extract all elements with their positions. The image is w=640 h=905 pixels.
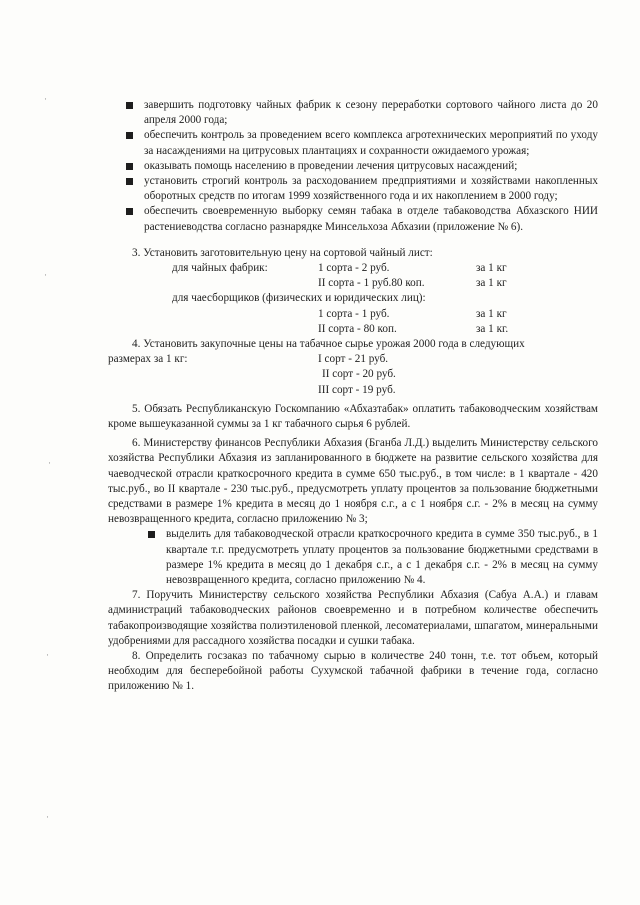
bullet-square-icon [126,208,133,215]
bullet-item: установить строгий контроль за расходованием предприятиями и хозяйствами накопленных оборотных средств по итогам 1999 хозяйственного года и их накоплением в 2000 году; [122,174,598,204]
item5-paragraph: 5. Обязать Республиканскую Госкомпанию «Абхазтабак» оплатить табаководческим хозяйствам кроме вышеуказанной суммы за 1 кг табачного сырья 6 рублей. [108,402,598,430]
margin-mark: · [44,270,47,280]
item4-grade: III сорт - 19 руб. [318,383,396,396]
item3-heading: 3. Установить заготовительную цену на сортовой чайный лист: [132,246,433,259]
bullet-square-icon [126,163,133,170]
bullet-square-icon [126,178,133,185]
item8-paragraph: 8. Определить госзаказ по табачному сырью в количестве 240 тонн, т.е. тот объем, который необходим для бесперебойной работы Сухумской табачной фабрики в течение года, согласно приложению № 1. [108,649,598,693]
bullet-square-icon [148,531,155,538]
item4-line: размерах за 1 кг: I сорт - 21 руб. [108,353,389,366]
item4-line: 4. Установить закупочные цены на табачное сырье урожая 2000 года в следующих [132,337,525,350]
pickers-row: 1 сорта - 1 руб. за 1 кг [318,307,507,320]
bullet-item: выделить для табаководческой отрасли краткосрочного кредита в сумме 350 тыс.руб., в 1 квартале т.г. предусмотреть уплату процентов за пользование бюджетными средствами в размере 1% кредита в месяц до 1 декабря с.г., а с 1 декабря с.г. - 2% в месяц на сумму невозвращенного кредита, согласно приложению № 4. [144,527,598,588]
margin-mark: · [46,812,49,822]
item4-grade: II сорт - 20 руб. [322,368,396,381]
margin-mark: · [48,458,51,468]
bullet-square-icon [126,102,133,109]
item6-paragraph: 6. Министерству финансов Республики Абхазия (Бганба Л.Д.) выделить Министерству сельского хозяйства Республики Абхазия из запланированного в бюджете на развитие сельского хозяйства для чаеводческой отрасли краткосрочного кредита в сумме 650 тыс.руб., в том числе: в 1 квартале - 420 тыс.руб., во II квартале - 230 тыс.руб., предусмотреть уплату процентов за пользование бюджетными средствами в размере 1% кредита в месяц до 1 ноября с.г., а с 1 ноября с.г. - 2% в месяц на сумму невозвращенного кредита, согласно приложению № 3; [108,437,598,526]
tea-factories-row: II сорта - 1 руб.80 коп. за 1 кг [318,277,507,290]
pickers-row: II сорта - 80 коп. за 1 кг. [318,322,509,335]
margin-mark: · [46,650,49,660]
bullet-item: обеспечить своевременную выборку семян табака в отделе табаководства Абхазского НИИ растениеводства согласно разнарядке Минсельхоза Абхазии (приложение № 6). [122,204,598,234]
item7-paragraph: 7. Поручить Министерству сельского хозяйства Республики Абхазия (Сабуа А.А.) и главам администраций табаководческих районов своевременно и в потребном количестве обеспечить табакопроизводящие хозяйства полиэтиленовой пленкой, лесоматериалами, шпагатом, минеральными удобрениями для рассадного хозяйства посадки и сушки табака. [108,589,598,647]
document-body [108,98,598,695]
margin-mark: · [44,94,47,104]
bullet-item: оказывать помощь населению в проведении лечения цитрусовых насаждений; [122,159,598,174]
tea-factories-row: для чайных фабрик: 1 сорта - 2 руб. за 1 кг [172,262,507,275]
bullet-item: обеспечить контроль за проведением всего комплекса агротехнических мероприятий по уходу за насаждениями на цитрусовых плантациях и сохранности ожидаемого урожая; [122,128,598,158]
bullet-item: завершить подготовку чайных фабрик к сезону переработки сортового чайного листа до 20 апреля 2000 года; [122,98,598,128]
bullet-square-icon [126,132,133,139]
pickers-label: для чаесборщиков (физических и юридических лиц): [172,292,426,305]
